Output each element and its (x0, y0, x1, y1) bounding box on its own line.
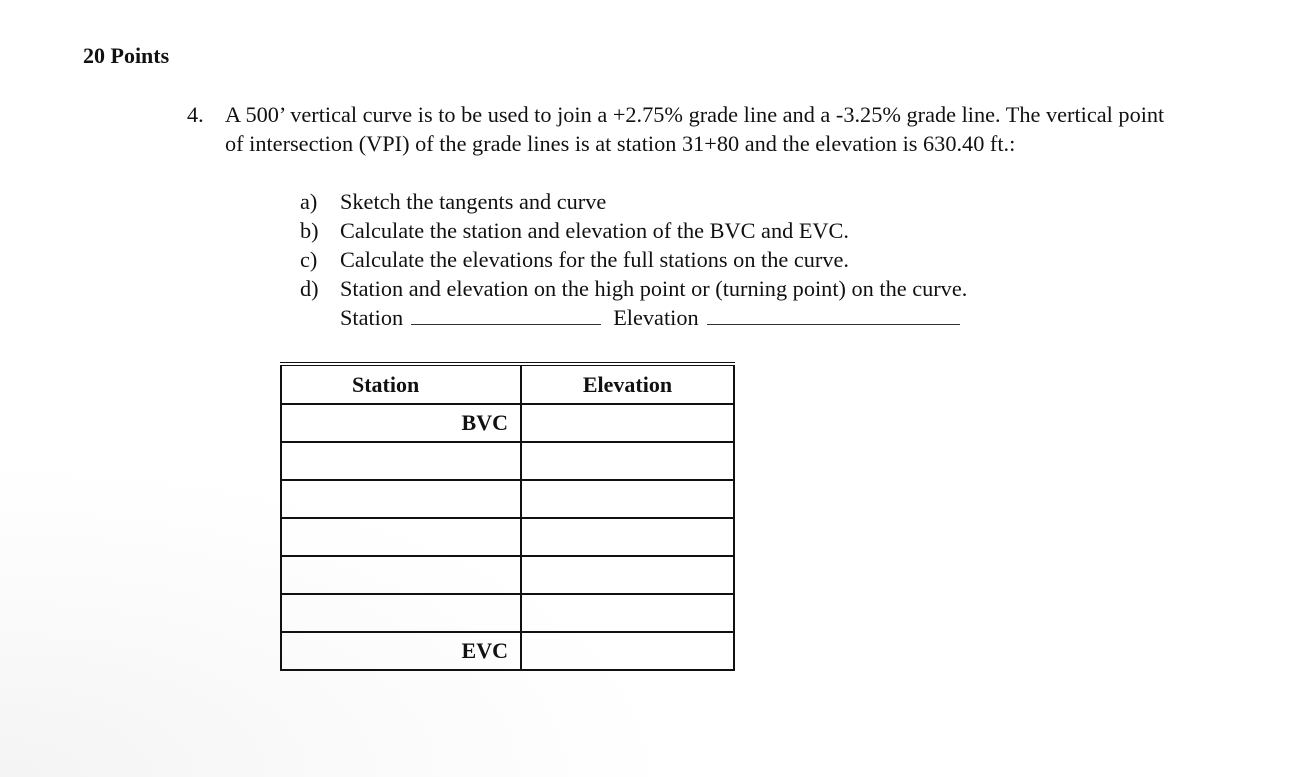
table-row (281, 480, 734, 518)
part-text: Calculate the elevations for the full stations on the curve. (340, 247, 849, 272)
question-part-d (300, 274, 1100, 303)
elevation-cell[interactable] (521, 518, 734, 556)
elevation-cell[interactable] (521, 442, 734, 480)
column-header-elevation: Elevation (521, 364, 734, 404)
part-text: Calculate the station and elevation of the BVC and EVC. (340, 218, 849, 243)
station-cell[interactable] (281, 518, 521, 556)
station-cell[interactable] (281, 556, 521, 594)
station-cell[interactable] (281, 480, 521, 518)
elevation-cell[interactable] (521, 594, 734, 632)
table-row-evc (281, 632, 734, 670)
station-cell[interactable]: EVC (281, 632, 521, 670)
station-label: Station (340, 305, 404, 330)
question-part-a (300, 187, 1100, 216)
table-row (281, 556, 734, 594)
column-header-station: Station (281, 364, 521, 404)
station-elevation-table (280, 362, 735, 671)
part-text: Station and elevation on the high point or (turning point) on the curve. (340, 276, 968, 301)
question-number: 4. (187, 102, 204, 127)
table-row (281, 442, 734, 480)
elevation-cell[interactable] (521, 480, 734, 518)
station-blank-field[interactable] (411, 304, 601, 325)
part-marker: c) (300, 247, 318, 272)
part-marker: d) (300, 276, 319, 301)
points-heading: 20 Points (83, 43, 170, 68)
question-part-b (300, 216, 1100, 245)
question-part-c (300, 245, 1100, 274)
part-marker: a) (300, 189, 318, 214)
station-cell[interactable] (281, 442, 521, 480)
table-row-bvc (281, 404, 734, 442)
part-text: Sketch the tangents and curve (340, 189, 607, 214)
station-cell[interactable] (281, 594, 521, 632)
elevation-cell[interactable] (521, 404, 734, 442)
table-header-row (281, 364, 734, 404)
elevation-blank-field[interactable] (707, 304, 960, 325)
elevation-cell[interactable] (521, 556, 734, 594)
table-row (281, 518, 734, 556)
high-point-answer-line (300, 303, 1100, 332)
part-marker: b) (300, 218, 319, 243)
question-text: A 500’ vertical curve is to be used to join a +2.75% grade line and a -3.25% grade line. The vertical point of intersection (VPI) of the grade lines is at station 31+80 and the elevation is 630.40 ft.: (225, 102, 1165, 156)
question-parts-list (300, 187, 1100, 332)
table-row (281, 594, 734, 632)
question-4 (187, 100, 1187, 330)
station-cell[interactable]: BVC (281, 404, 521, 442)
elevation-label: Elevation (613, 305, 699, 330)
elevation-cell[interactable] (521, 632, 734, 670)
